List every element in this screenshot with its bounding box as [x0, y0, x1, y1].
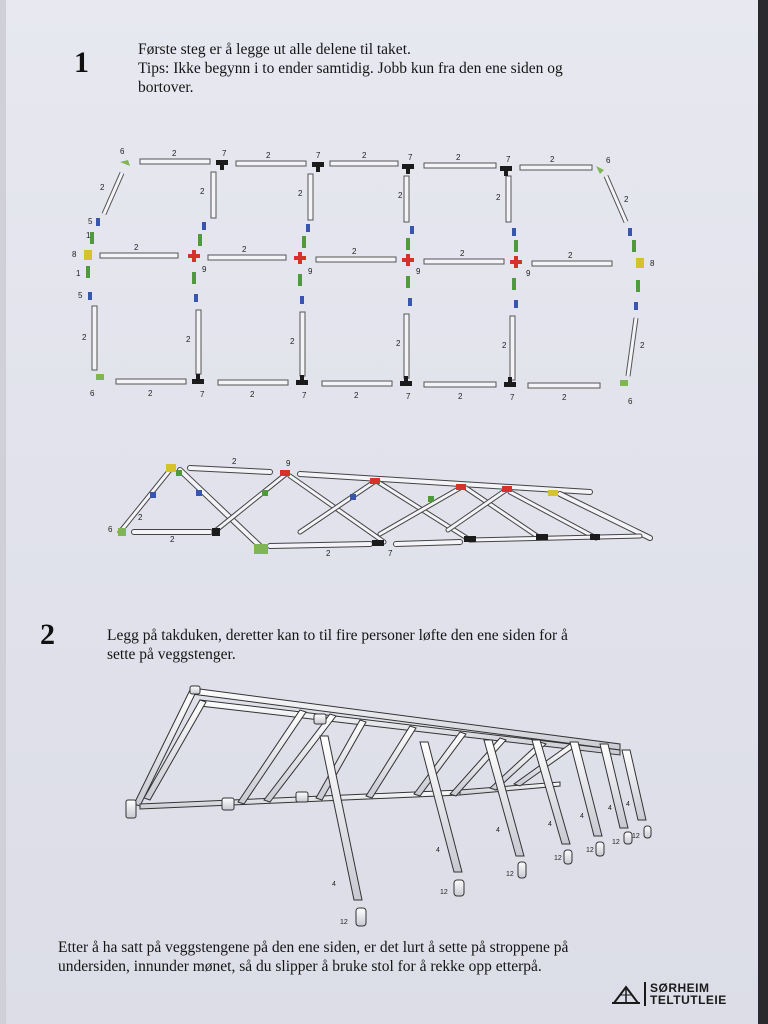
label-cross: 9 — [202, 265, 207, 274]
step-1-line: bortover. — [138, 79, 194, 96]
label-beam: 2 — [326, 549, 331, 558]
label-corner: 6 — [120, 147, 125, 156]
label-foot-plate: 12 — [612, 839, 620, 846]
label-cross: 9 — [416, 267, 421, 276]
label-ridge: 7 — [316, 151, 321, 160]
label-ridge: 7 — [506, 155, 511, 164]
step-2-number: 2 — [40, 618, 55, 651]
label-wall-pole: 4 — [332, 881, 336, 888]
footer-line: undersiden, innunder mønet, så du slipper å bruke stol for å rekke opp etterpå. — [58, 958, 542, 975]
label-beam: 2 — [502, 341, 507, 350]
label-ridge: 7 — [302, 391, 307, 400]
logo-line-2: TELTUTLEIE — [650, 993, 727, 1007]
step-2-line: sette på veggstenger. — [107, 646, 236, 663]
label-beam: 2 — [100, 183, 105, 192]
label-beam: 2 — [200, 187, 205, 196]
label-wall-pole: 4 — [626, 801, 630, 808]
label-beam: 2 — [232, 457, 237, 466]
perspective-frame-diagram — [120, 468, 650, 548]
flat-layout-labels — [72, 147, 655, 406]
label-beam: 2 — [362, 151, 367, 160]
label-beam: 2 — [290, 337, 295, 346]
label-cross: 9 — [526, 269, 531, 278]
label-beam: 2 — [134, 243, 139, 252]
label-beam: 2 — [354, 391, 359, 400]
label-foot-plate: 12 — [440, 889, 448, 896]
label-beam: 2 — [266, 151, 271, 160]
label-beam: 2 — [148, 389, 153, 398]
wall-pole-diagram — [126, 686, 651, 926]
label-short-green: 1 — [86, 231, 91, 240]
label-short-green: 1 — [76, 269, 81, 278]
label-short-blue: 5 — [78, 291, 83, 300]
label-beam: 2 — [186, 335, 191, 344]
label-beam: 2 — [398, 191, 403, 200]
label-corner: 6 — [628, 397, 633, 406]
label-cross: 9 — [286, 459, 291, 468]
label-beam: 2 — [562, 393, 567, 402]
label-ridge: 7 — [510, 393, 515, 402]
label-beam: 2 — [550, 155, 555, 164]
logo-line-1: SØRHEIM — [650, 981, 710, 995]
label-beam: 2 — [352, 247, 357, 256]
footer-line: Etter å ha satt på veggstengene på den ene siden, er det lurt å sette på stroppene på — [58, 939, 569, 956]
label-ridge: 7 — [222, 149, 227, 158]
label-ridge: 7 — [406, 392, 411, 401]
label-corner: 6 — [90, 389, 95, 398]
label-foot-plate: 12 — [632, 833, 640, 840]
label-beam: 2 — [138, 513, 143, 522]
label-wall-pole: 4 — [436, 847, 440, 854]
label-ridge: 7 — [388, 549, 393, 558]
label-corner: 6 — [108, 525, 113, 534]
step-1-line: Tips: Ikke begynn i to ender samtidig. Jobb kun fra den ene siden og — [138, 60, 563, 77]
label-beam: 2 — [458, 392, 463, 401]
label-short-blue: 5 — [88, 217, 93, 226]
label-ridge: 7 — [200, 390, 205, 399]
label-ridge: 7 — [408, 153, 413, 162]
label-wall-pole: 4 — [496, 827, 500, 834]
step-2-line: Legg på takduken, deretter kan to til fire personer løfte den ene siden for å — [107, 627, 568, 644]
logo-text — [644, 982, 727, 1006]
label-beam: 2 — [396, 339, 401, 348]
label-beam: 2 — [624, 195, 629, 204]
tent-logo-icon — [612, 983, 640, 1005]
label-wall-pole: 4 — [580, 813, 584, 820]
label-wall-pole: 4 — [548, 821, 552, 828]
label-beam: 2 — [172, 149, 177, 158]
label-beam: 2 — [456, 153, 461, 162]
flat-layout-connectors — [84, 160, 644, 387]
label-beam: 2 — [298, 189, 303, 198]
label-beam: 2 — [242, 245, 247, 254]
label-eave: 8 — [650, 259, 655, 268]
step-1-number: 1 — [74, 46, 89, 79]
label-foot-plate: 12 — [340, 919, 348, 926]
flat-layout-diagram — [92, 159, 636, 388]
label-corner: 6 — [606, 156, 611, 165]
label-cross: 9 — [308, 267, 313, 276]
label-beam: 2 — [82, 333, 87, 342]
label-beam: 2 — [250, 390, 255, 399]
label-foot-plate: 12 — [554, 855, 562, 862]
company-logo — [612, 982, 727, 1006]
label-wall-pole: 4 — [608, 805, 612, 812]
label-eave: 8 — [72, 250, 77, 259]
label-foot-plate: 12 — [506, 871, 514, 878]
label-foot-plate: 12 — [586, 847, 594, 854]
label-beam: 2 — [170, 535, 175, 544]
label-beam: 2 — [460, 249, 465, 258]
label-beam: 2 — [568, 251, 573, 260]
label-beam: 2 — [640, 341, 645, 350]
step-1-line: Første steg er å legge ut alle delene til taket. — [138, 41, 411, 58]
label-beam: 2 — [496, 193, 501, 202]
